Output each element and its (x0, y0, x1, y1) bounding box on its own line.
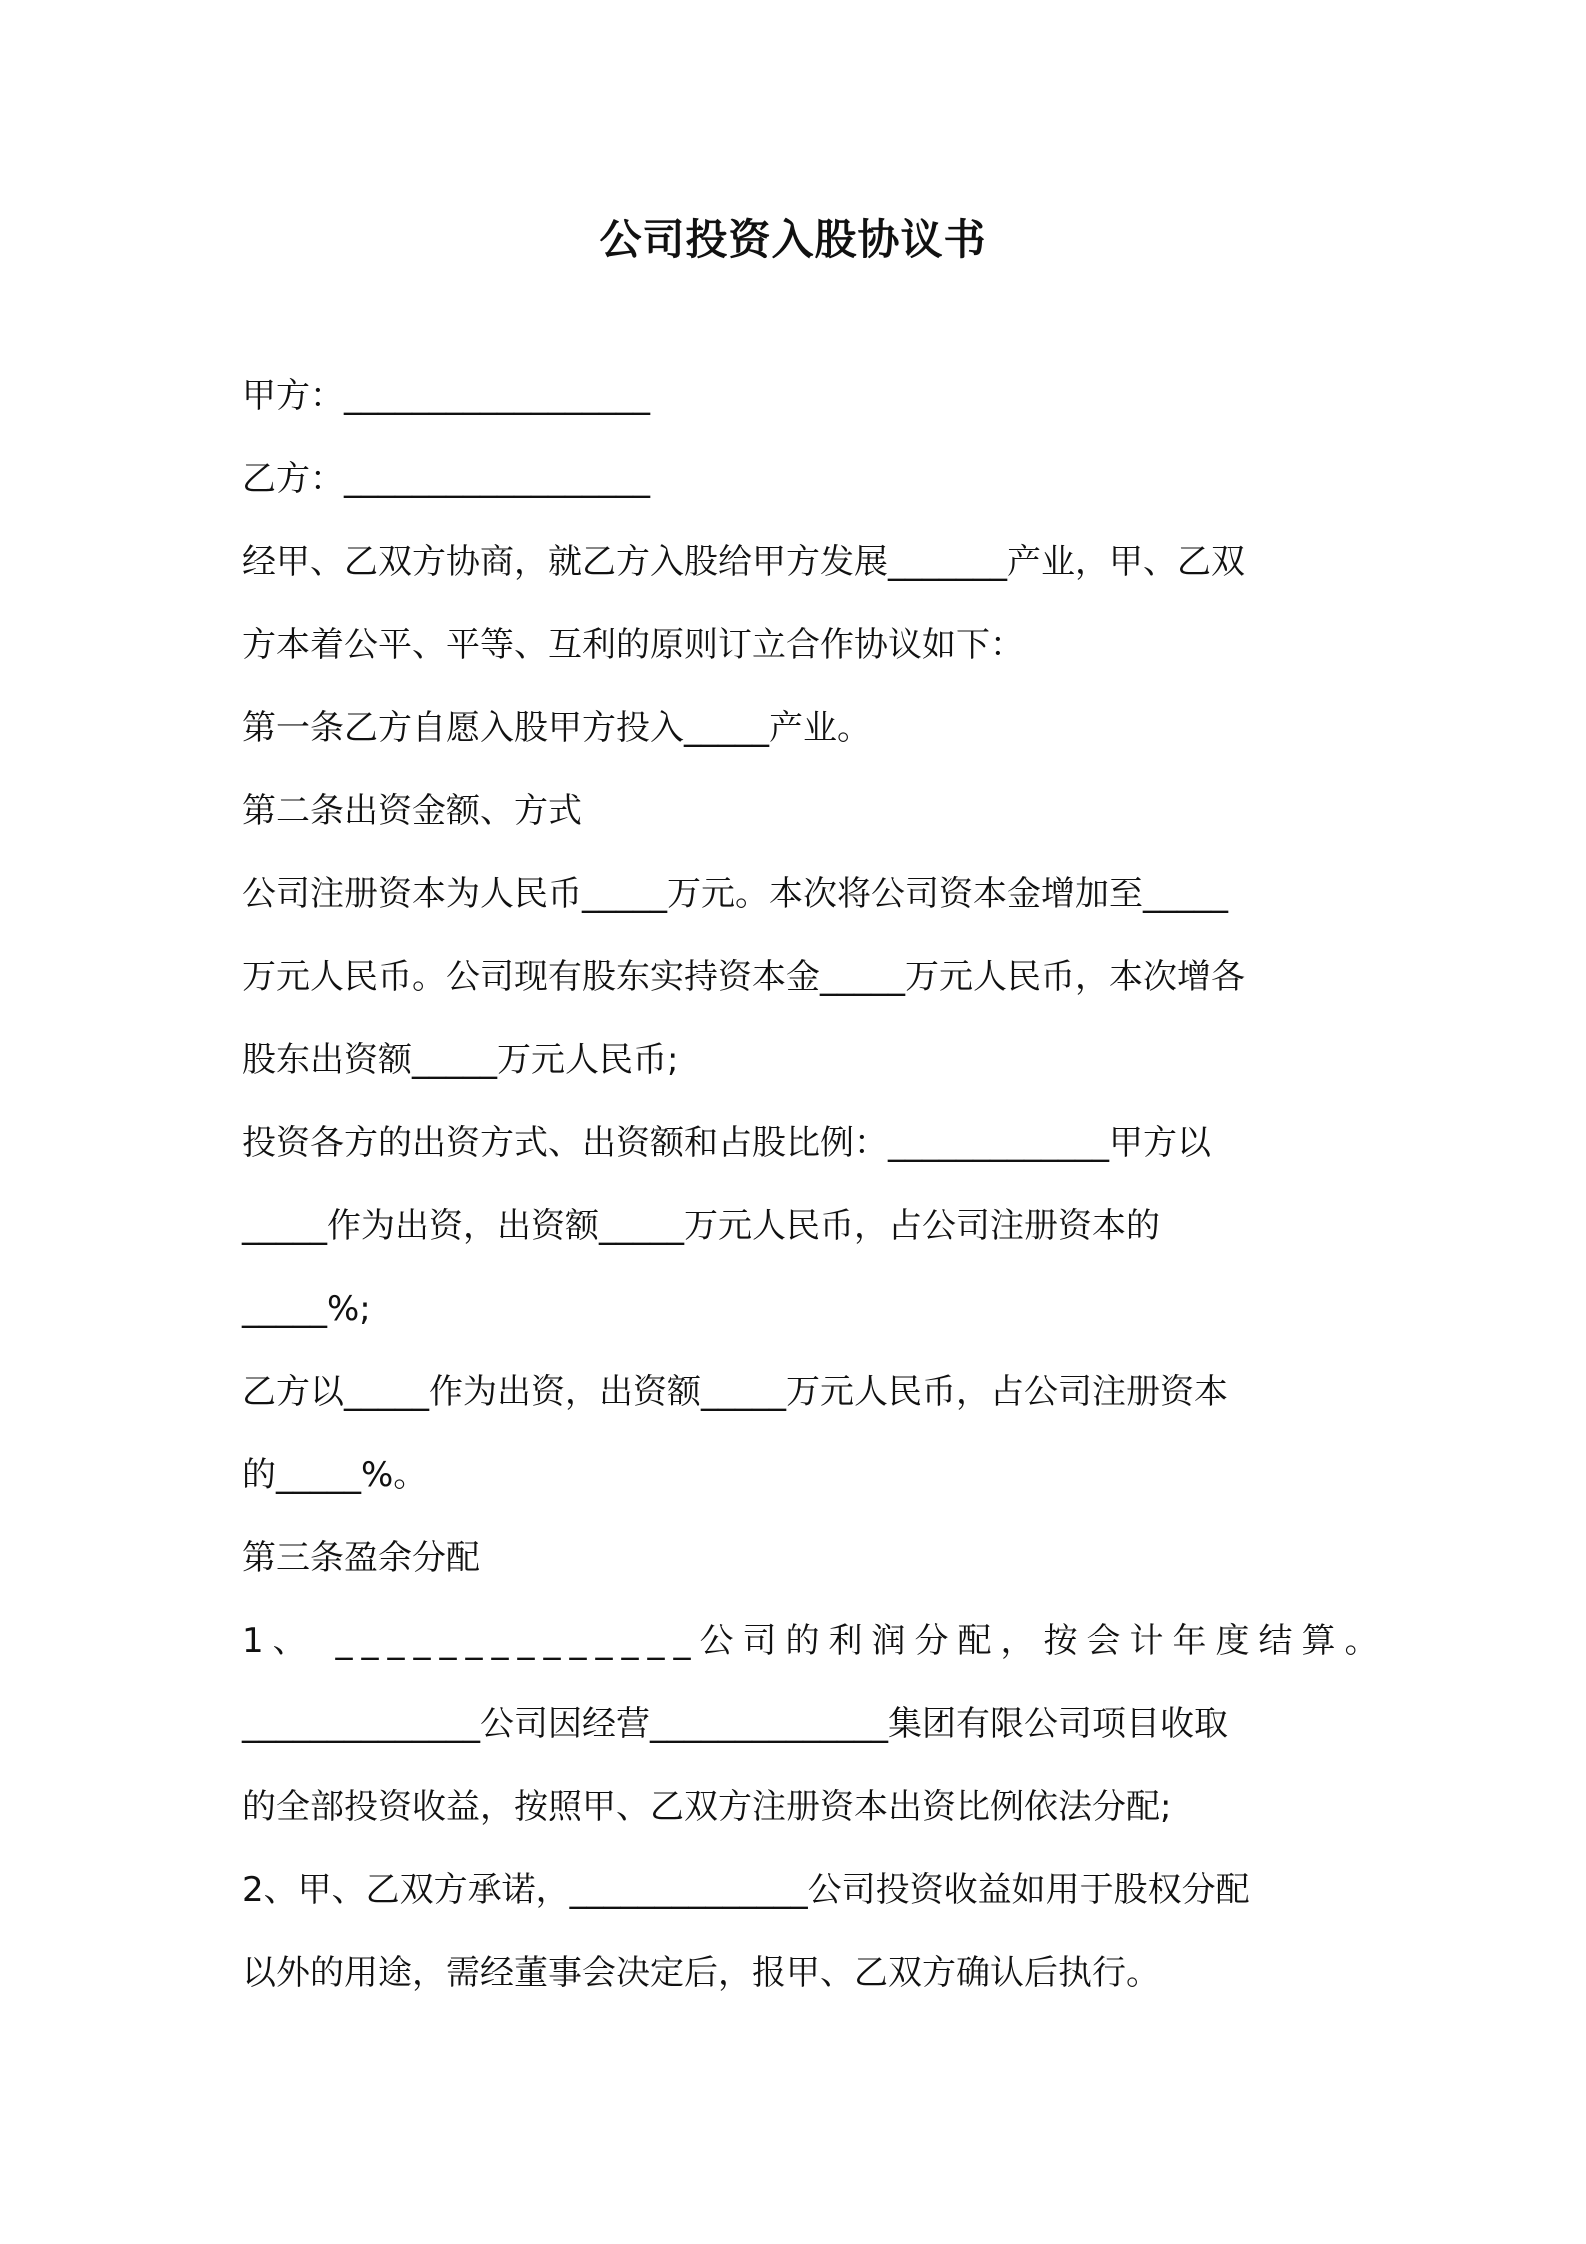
capital-line-2: 万元人民币。公司现有股东实持资本金_____万元人民币，本次增各 (242, 957, 1245, 997)
profit-distribution-line-2: ______________公司因经营______________集团有限公司项目收取 (242, 1704, 1228, 1744)
party-a-line: 甲方：__________________ (242, 376, 650, 416)
article-2-heading: 第二条出资金额、方式 (242, 791, 582, 831)
capital-line-3: 股东出资额_____万元人民币; (242, 1040, 679, 1080)
profit-distribution-line-1: 1、 ______________公司的利润分配，按会计年度结算。 (242, 1621, 1388, 1661)
profit-distribution-line-3: 的全部投资收益，按照甲、乙双方注册资本出资比例依法分配; (242, 1787, 1172, 1827)
capital-line-1: 公司注册资本为人民币_____万元。本次将公司资本金增加至_____ (242, 874, 1228, 914)
party-b-contribution-line-1: 乙方以_____作为出资，出资额_____万元人民币，占公司注册资本 (242, 1372, 1228, 1412)
contribution-line-1: 投资各方的出资方式、出资额和占股比例：_____________甲方以 (242, 1123, 1211, 1163)
article-3-heading: 第三条盈余分配 (242, 1538, 480, 1578)
contribution-line-2: _____作为出资，出资额_____万元人民币，占公司注册资本的 (242, 1206, 1160, 1246)
document-title: 公司投资入股协议书 (599, 215, 987, 264)
commitment-line-1: 2、甲、乙双方承诺，______________公司投资收益如用于股权分配 (242, 1870, 1250, 1910)
preamble-line-1: 经甲、乙双方协商，就乙方入股给甲方发展_______产业，甲、乙双 (242, 542, 1245, 582)
contribution-line-3: _____%; (242, 1289, 371, 1329)
preamble-line-2: 方本着公平、平等、互利的原则订立合作协议如下： (242, 625, 1024, 665)
commitment-line-2: 以外的用途，需经董事会决定后，报甲、乙双方确认后执行。 (242, 1953, 1160, 1993)
party-b-contribution-line-2: 的_____%。 (242, 1455, 428, 1495)
article-1: 第一条乙方自愿入股甲方投入_____产业。 (242, 708, 871, 748)
party-b-line: 乙方：__________________ (242, 459, 650, 499)
